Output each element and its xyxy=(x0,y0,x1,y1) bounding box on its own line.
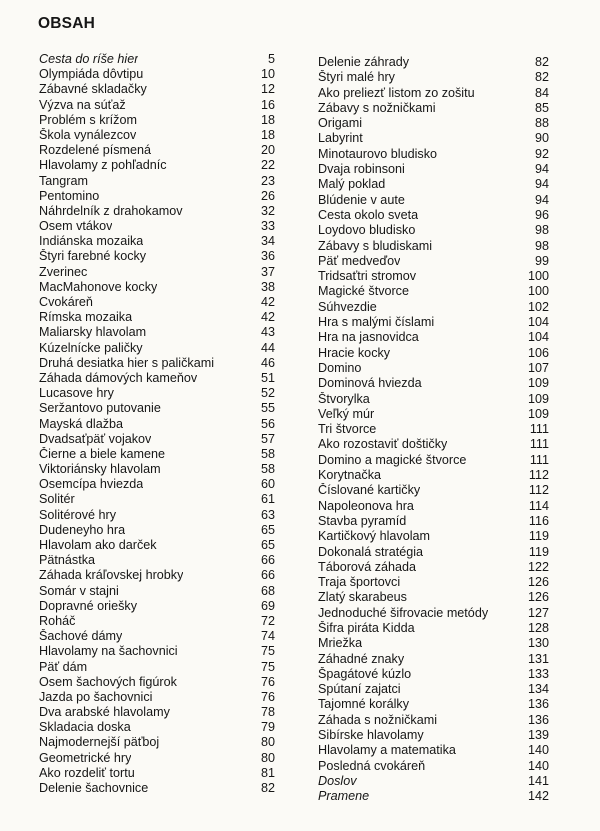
toc-entry xyxy=(39,174,275,189)
toc-entry-title: MacMahonove kocky xyxy=(39,279,158,294)
toc-entry-title: Táborová záhada xyxy=(318,559,417,574)
toc-entry-title: Domino xyxy=(318,360,362,375)
toc-entry xyxy=(318,346,549,361)
toc-entry-page-number: 56 xyxy=(260,416,275,431)
toc-entry-title: Zábavy s nožničkami xyxy=(318,100,436,115)
toc-entry-title: Dudeneyho hra xyxy=(39,522,126,537)
toc-entry-title: Päť medveďov xyxy=(318,253,401,268)
toc-entry-page-number: 82 xyxy=(534,55,549,69)
toc-entry xyxy=(318,453,549,468)
toc-entry xyxy=(39,219,275,234)
toc-entry xyxy=(318,575,549,590)
toc-entry-page-number: 140 xyxy=(527,743,549,758)
toc-entry xyxy=(39,249,275,264)
toc-entry-title: Korytnačka xyxy=(318,468,381,483)
toc-entry xyxy=(318,55,549,70)
toc-entry-page-number: 74 xyxy=(260,629,275,644)
toc-entry-title: Magické štvorce xyxy=(318,284,409,299)
toc-entry xyxy=(39,751,275,766)
toc-entry xyxy=(318,499,549,514)
toc-entry-title: Šachové dámy xyxy=(39,629,123,644)
toc-entry-title: Cvokáreň xyxy=(39,295,93,309)
toc-entry-page-number: 141 xyxy=(527,773,549,788)
toc-entry-title: Spútaní zajatci xyxy=(318,682,401,697)
toc-entry-page-number: 88 xyxy=(534,116,549,131)
toc-entry-page-number: 66 xyxy=(260,553,275,568)
toc-entry xyxy=(318,376,549,391)
toc-entry-title: Skladacia doska xyxy=(39,720,131,735)
toc-entry-page-number: 43 xyxy=(260,325,275,340)
toc-entry xyxy=(39,508,275,523)
toc-entry-title: Tri štvorce xyxy=(318,422,377,437)
toc-entry-title: Kartičkový hlavolam xyxy=(318,529,430,544)
toc-entry-title: Hlavolamy a matematika xyxy=(318,743,456,758)
toc-entry xyxy=(318,636,549,651)
toc-entry xyxy=(318,208,549,223)
toc-entry xyxy=(39,128,275,143)
toc-entry xyxy=(39,766,275,781)
toc-entry xyxy=(39,675,275,690)
toc-entry xyxy=(318,560,549,575)
toc-entry-title: Lucasove hry xyxy=(39,386,114,401)
toc-entry-title: Pätnástka xyxy=(39,553,96,568)
toc-entry-page-number: 140 xyxy=(527,758,549,773)
toc-entry-title: Malý poklad xyxy=(318,177,386,192)
toc-entry xyxy=(318,682,549,697)
toc-entry-title: Hra na jasnovidca xyxy=(318,330,419,345)
toc-entry xyxy=(318,361,549,376)
toc-entry-title: Štvorylka xyxy=(318,391,370,406)
toc-entry-title: Štyri malé hry xyxy=(318,70,395,85)
toc-entry-title: Labyrint xyxy=(318,131,363,146)
toc-entry-page-number: 109 xyxy=(527,391,549,406)
toc-entry-page-number: 126 xyxy=(527,590,549,605)
toc-entry-title: Záhada s nožničkami xyxy=(318,712,438,727)
toc-entry-title: Dopravné oriešky xyxy=(39,598,137,613)
toc-entry-title: Dokonalá stratégia xyxy=(318,544,424,559)
toc-entry-title: Dvadsaťpäť vojakov xyxy=(39,431,152,446)
toc-entry xyxy=(39,523,275,538)
toc-entry-page-number: 44 xyxy=(260,340,275,355)
toc-entry-page-number: 99 xyxy=(534,253,549,268)
toc-entry xyxy=(39,735,275,750)
toc-entry-page-number: 76 xyxy=(260,674,275,689)
toc-entry-page-number: 112 xyxy=(528,468,549,483)
toc-entry xyxy=(39,143,275,158)
toc-entry xyxy=(39,67,275,82)
toc-entry xyxy=(39,705,275,720)
toc-entry-page-number: 106 xyxy=(527,345,549,360)
toc-entry xyxy=(318,759,549,774)
toc-entry-title: Zlatý skarabeus xyxy=(318,590,407,605)
toc-entry xyxy=(39,690,275,705)
toc-entry xyxy=(39,265,275,280)
toc-entry-page-number: 32 xyxy=(260,203,275,218)
toc-entry-title: Hra s malými číslami xyxy=(318,315,435,330)
toc-entry-page-number: 75 xyxy=(260,659,275,674)
toc-entry-page-number: 107 xyxy=(527,360,549,375)
toc-entry-title: Pramene xyxy=(318,789,370,804)
toc-entry xyxy=(318,667,549,682)
toc-entry-title: Traja športovci xyxy=(318,575,401,590)
toc-entry-page-number: 12 xyxy=(260,82,275,97)
toc-entry-page-number: 94 xyxy=(534,192,549,207)
page-heading: OBSAH xyxy=(38,15,95,32)
toc-entry-title: Rímska mozaika xyxy=(39,310,133,325)
toc-entry-title: Hlavolamy z pohľadníc xyxy=(39,158,167,173)
toc-entry xyxy=(39,386,275,401)
toc-entry-title: Náhrdelník z drahokamov xyxy=(39,203,183,218)
toc-entry-title: Cesta do ríše hier xyxy=(39,52,139,66)
toc-entry xyxy=(318,606,549,621)
toc-entry-page-number: 98 xyxy=(534,223,549,238)
toc-entry-page-number: 94 xyxy=(534,177,549,192)
toc-entry xyxy=(318,300,549,315)
toc-entry-page-number: 78 xyxy=(260,705,275,720)
toc-entry-title: Číslované kartičky xyxy=(318,483,421,498)
toc-entry-title: Škola vynálezcov xyxy=(39,127,137,142)
toc-entry xyxy=(39,584,275,599)
toc-entry xyxy=(318,254,549,269)
toc-entry-title: Blúdenie v aute xyxy=(318,192,405,207)
toc-entry-title: Hlavolamy na šachovnici xyxy=(39,644,178,659)
toc-entry-page-number: 42 xyxy=(260,295,275,309)
toc-entry-title: Doslov xyxy=(318,773,357,788)
toc-entry xyxy=(39,158,275,173)
toc-entry xyxy=(39,325,275,340)
toc-entry-page-number: 84 xyxy=(534,85,549,100)
toc-entry-page-number: 80 xyxy=(260,750,275,765)
toc-entry xyxy=(39,52,275,67)
toc-entry-title: Posledná cvokáreň xyxy=(318,758,426,773)
toc-entry-title: Stavba pyramíd xyxy=(318,513,407,528)
toc-entry-page-number: 65 xyxy=(260,522,275,537)
toc-entry-page-number: 82 xyxy=(534,70,549,85)
toc-entry-page-number: 38 xyxy=(260,279,275,294)
toc-entry-page-number: 114 xyxy=(528,498,549,513)
toc-entry-page-number: 46 xyxy=(260,355,275,370)
toc-entry xyxy=(39,492,275,507)
toc-entry-page-number: 18 xyxy=(260,127,275,142)
toc-entry-page-number: 75 xyxy=(260,644,275,659)
toc-entry-page-number: 72 xyxy=(260,613,275,628)
toc-entry xyxy=(318,86,549,101)
toc-entry-page-number: 111 xyxy=(529,452,549,467)
toc-entry-page-number: 111 xyxy=(529,437,549,452)
toc-entry-page-number: 16 xyxy=(260,97,275,112)
toc-entry-page-number: 112 xyxy=(528,483,549,498)
toc-entry-title: Tridsaťtri stromov xyxy=(318,269,417,284)
toc-entry-title: Solitér xyxy=(39,492,75,507)
toc-entry-title: Domino a magické štvorce xyxy=(318,452,467,467)
toc-entry-title: Roháč xyxy=(39,613,76,628)
toc-entry-page-number: 100 xyxy=(527,284,549,299)
toc-entry-title: Hlavolam ako darček xyxy=(39,538,157,552)
toc-entry-title: Ako rozdeliť tortu xyxy=(39,765,135,780)
toc-entry xyxy=(39,204,275,219)
toc-entry xyxy=(39,477,275,492)
toc-entry xyxy=(39,234,275,249)
toc-entry xyxy=(39,432,275,447)
toc-entry-title: Ako preliezť listom zo zošitu xyxy=(318,85,475,100)
toc-entry xyxy=(318,545,549,560)
toc-entry xyxy=(39,720,275,735)
toc-entry-title: Somár v stajni xyxy=(39,583,119,598)
toc-left-column xyxy=(39,52,275,796)
toc-entry-title: Záhada dámových kameňov xyxy=(39,370,198,385)
toc-entry xyxy=(39,568,275,583)
toc-entry-page-number: 22 xyxy=(260,158,275,173)
toc-entry-title: Hracie kocky xyxy=(318,345,391,360)
toc-entry xyxy=(318,621,549,636)
toc-entry-page-number: 23 xyxy=(260,173,275,188)
toc-entry-title: Indiánska mozaika xyxy=(39,234,144,249)
toc-entry-title: Tajomné korálky xyxy=(318,697,409,712)
toc-entry-title: Výzva na súťaž xyxy=(39,97,126,112)
toc-entry-title: Osemcípa hviezda xyxy=(39,477,144,492)
toc-entry-title: Napoleonova hra xyxy=(318,498,414,513)
toc-entry xyxy=(39,310,275,325)
toc-entry-title: Dvaja robinsoni xyxy=(318,162,405,177)
toc-entry-page-number: 127 xyxy=(527,605,549,620)
toc-entry-title: Delenie záhrady xyxy=(318,55,410,69)
toc-entry-title: Cesta okolo sveta xyxy=(318,207,419,222)
toc-entry xyxy=(318,437,549,452)
toc-entry xyxy=(39,280,275,295)
toc-entry-title: Minotaurovo bludisko xyxy=(318,146,438,161)
toc-entry-title: Delenie šachovnice xyxy=(39,781,149,795)
toc-entry-title: Päť dám xyxy=(39,659,88,674)
toc-entry-page-number: 81 xyxy=(260,765,275,780)
toc-entry-page-number: 116 xyxy=(528,513,549,528)
toc-entry xyxy=(318,284,549,299)
toc-entry xyxy=(39,660,275,675)
toc-entry-title: Osem vtákov xyxy=(39,219,113,234)
toc-entry-title: Záhada kráľovskej hrobky xyxy=(39,568,184,583)
toc-entry-page-number: 85 xyxy=(534,100,549,115)
toc-entry-title: Sibírske hlavolamy xyxy=(318,728,424,743)
toc-entry xyxy=(318,652,549,667)
toc-entry xyxy=(318,101,549,116)
toc-entry-page-number: 104 xyxy=(527,330,549,345)
toc-entry-title: Kúzelnícke paličky xyxy=(39,340,143,355)
toc-entry-page-number: 37 xyxy=(260,264,275,279)
toc-entry-title: Mayská dlažba xyxy=(39,416,123,431)
toc-entry-page-number: 80 xyxy=(260,735,275,750)
toc-entry xyxy=(39,113,275,128)
toc-entry-page-number: 68 xyxy=(260,583,275,598)
toc-entry-page-number: 109 xyxy=(527,406,549,421)
toc-entry-page-number: 100 xyxy=(527,269,549,284)
toc-entry xyxy=(318,713,549,728)
toc-entry-page-number: 104 xyxy=(527,315,549,330)
toc-entry-page-number: 52 xyxy=(260,386,275,401)
toc-entry-page-number: 58 xyxy=(260,446,275,461)
toc-entry-page-number: 142 xyxy=(527,789,549,804)
toc-entry-title: Geometrické hry xyxy=(39,750,132,765)
toc-entry-title: Dva arabské hlavolamy xyxy=(39,705,170,720)
toc-entry-title: Viktoriánsky hlavolam xyxy=(39,462,161,477)
toc-entry-page-number: 69 xyxy=(260,598,275,613)
toc-entry-title: Veľký múr xyxy=(318,406,375,421)
toc-entry xyxy=(318,147,549,162)
toc-entry-page-number: 102 xyxy=(527,299,549,314)
toc-entry-page-number: 136 xyxy=(527,697,549,712)
toc-entry-page-number: 82 xyxy=(260,781,275,795)
toc-entry xyxy=(39,371,275,386)
toc-entry-page-number: 60 xyxy=(260,477,275,492)
toc-entry-page-number: 122 xyxy=(527,559,549,574)
toc-entry xyxy=(39,356,275,371)
toc-entry xyxy=(39,417,275,432)
toc-entry xyxy=(318,728,549,743)
toc-entry-title: Rozdelené písmená xyxy=(39,143,152,158)
toc-entry xyxy=(39,82,275,97)
toc-entry xyxy=(318,483,549,498)
toc-entry xyxy=(318,131,549,146)
toc-entry-page-number: 42 xyxy=(260,310,275,325)
toc-entry xyxy=(39,644,275,659)
toc-entry-title: Origami xyxy=(318,116,363,131)
toc-entry-title: Loydovo bludisko xyxy=(318,223,416,238)
toc-entry xyxy=(318,239,549,254)
toc-entry xyxy=(39,599,275,614)
toc-entry xyxy=(318,789,549,804)
toc-entry xyxy=(39,189,275,204)
toc-entry-page-number: 119 xyxy=(528,529,549,544)
toc-entry-page-number: 33 xyxy=(260,219,275,234)
toc-entry xyxy=(39,447,275,462)
toc-entry xyxy=(39,781,275,796)
toc-entry-title: Dominová hviezda xyxy=(318,376,422,391)
toc-entry-title: Osem šachových figúrok xyxy=(39,674,177,689)
toc-entry-title: Maliarsky hlavolam xyxy=(39,325,147,340)
toc-entry-page-number: 126 xyxy=(527,575,549,590)
toc-entry-title: Zábavné skladačky xyxy=(39,82,147,97)
toc-entry-page-number: 119 xyxy=(528,544,549,559)
toc-entry-page-number: 92 xyxy=(534,146,549,161)
toc-entry xyxy=(39,629,275,644)
toc-entry xyxy=(318,392,549,407)
toc-entry xyxy=(318,269,549,284)
toc-entry-page-number: 65 xyxy=(260,538,275,552)
toc-entry-title: Mriežka xyxy=(318,636,363,651)
toc-entry xyxy=(39,98,275,113)
toc-entry-page-number: 61 xyxy=(260,492,275,507)
toc-entry-page-number: 133 xyxy=(527,666,549,681)
toc-entry xyxy=(318,177,549,192)
toc-entry-page-number: 55 xyxy=(260,401,275,416)
toc-entry xyxy=(39,614,275,629)
toc-entry-title: Šifra piráta Kidda xyxy=(318,620,415,635)
toc-entry-page-number: 34 xyxy=(260,234,275,249)
toc-entry xyxy=(318,193,549,208)
toc-entry-page-number: 66 xyxy=(260,568,275,583)
toc-entry-page-number: 51 xyxy=(260,370,275,385)
toc-entry-title: Seržantovo putovanie xyxy=(39,401,161,416)
toc-entry xyxy=(318,468,549,483)
toc-entry-title: Štyri farebné kocky xyxy=(39,249,147,264)
toc-entry-title: Tangram xyxy=(39,173,88,188)
toc-entry-page-number: 109 xyxy=(527,376,549,391)
toc-entry-page-number: 57 xyxy=(260,431,275,446)
toc-entry xyxy=(318,697,549,712)
toc-entry xyxy=(39,538,275,553)
toc-entry-page-number: 76 xyxy=(260,689,275,704)
toc-entry xyxy=(39,462,275,477)
toc-entry xyxy=(318,116,549,131)
toc-entry-title: Druhá desiatka hier s paličkami xyxy=(39,355,214,370)
toc-entry xyxy=(318,162,549,177)
toc-entry-title: Čierne a biele kamene xyxy=(39,446,166,461)
toc-entry-title: Zverinec xyxy=(39,264,88,279)
toc-entry xyxy=(318,514,549,529)
toc-entry xyxy=(318,315,549,330)
toc-entry-page-number: 130 xyxy=(527,636,549,651)
toc-entry-page-number: 111 xyxy=(529,422,549,437)
toc-entry-title: Ako rozostaviť doštičky xyxy=(318,437,448,452)
toc-entry xyxy=(318,774,549,789)
toc-entry-title: Najmodernejší päťboj xyxy=(39,735,160,750)
toc-entry-title: Jednoduché šifrovacie metódy xyxy=(318,605,489,620)
toc-entry xyxy=(318,743,549,758)
toc-entry xyxy=(318,223,549,238)
toc-entry xyxy=(318,529,549,544)
toc-entry-page-number: 131 xyxy=(527,651,549,666)
toc-entry xyxy=(318,422,549,437)
toc-entry xyxy=(39,401,275,416)
toc-entry-page-number: 63 xyxy=(260,507,275,522)
toc-entry-page-number: 94 xyxy=(534,162,549,177)
toc-entry-page-number: 98 xyxy=(534,238,549,253)
toc-entry-page-number: 136 xyxy=(527,712,549,727)
toc-entry-title: Záhadné znaky xyxy=(318,651,405,666)
toc-entry-page-number: 5 xyxy=(267,52,275,66)
toc-entry-title: Solitérové hry xyxy=(39,507,116,522)
toc-entry-page-number: 134 xyxy=(527,682,549,697)
toc-entry-title: Pentomino xyxy=(39,188,100,203)
toc-entry xyxy=(318,590,549,605)
toc-entry-page-number: 58 xyxy=(260,462,275,477)
toc-entry-page-number: 96 xyxy=(534,207,549,222)
toc-entry xyxy=(39,341,275,356)
toc-entry-page-number: 10 xyxy=(260,67,275,82)
toc-entry-title: Jazda po šachovnici xyxy=(39,689,153,704)
toc-entry xyxy=(39,295,275,310)
toc-entry-page-number: 36 xyxy=(260,249,275,264)
toc-entry-page-number: 18 xyxy=(260,112,275,127)
toc-entry-title: Súhvezdie xyxy=(318,299,377,314)
toc-entry-title: Problém s krížom xyxy=(39,112,137,127)
toc-entry-title: Špagátové kúzlo xyxy=(318,666,412,681)
toc-entry xyxy=(39,553,275,568)
toc-entry-title: Zábavy s bludiskami xyxy=(318,238,433,253)
toc-entry xyxy=(318,407,549,422)
toc-entry-page-number: 128 xyxy=(527,620,549,635)
toc-entry xyxy=(318,70,549,85)
toc-right-column xyxy=(318,55,549,805)
toc-entry-page-number: 20 xyxy=(260,143,275,158)
toc-entry-page-number: 79 xyxy=(260,720,275,735)
toc-entry-title: Olympiáda dôvtipu xyxy=(39,67,144,82)
toc-entry-page-number: 90 xyxy=(534,131,549,146)
toc-entry-page-number: 26 xyxy=(260,188,275,203)
toc-entry xyxy=(318,330,549,345)
toc-entry-page-number: 139 xyxy=(527,728,549,743)
